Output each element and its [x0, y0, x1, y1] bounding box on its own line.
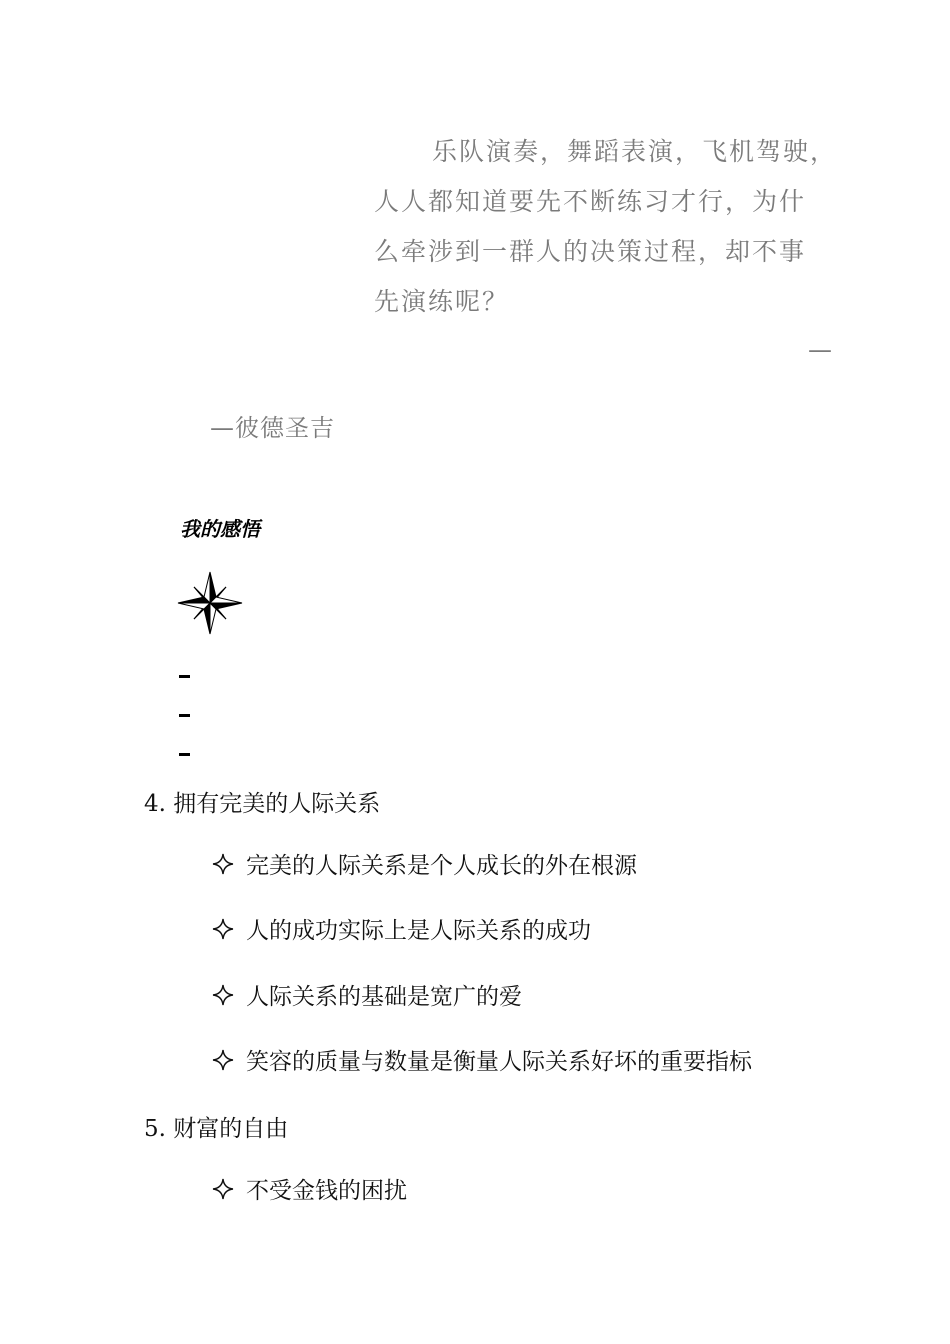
- section-heading-4: 4. 拥有完美的人际关系: [144, 791, 381, 817]
- bullet-text: 完美的人际关系是个人成长的外在根源: [246, 853, 637, 879]
- blank-line-3: [179, 753, 190, 756]
- four-point-star-outline-icon: [212, 1049, 234, 1071]
- bullet-text: 不受金钱的困扰: [246, 1178, 407, 1204]
- section-heading-5: 5. 财富的自由: [144, 1116, 289, 1142]
- list-item: [212, 1043, 752, 1076]
- four-point-star-outline-icon: [212, 853, 234, 875]
- quote-author: —彼德圣吉: [210, 414, 335, 442]
- four-point-star-outline-icon: [212, 1178, 234, 1200]
- quote-line-4: 先演练呢？: [374, 287, 510, 316]
- four-point-star-outline-icon: [212, 918, 234, 940]
- compass-rose-icon: [176, 570, 244, 636]
- bullet-text: 人的成功实际上是人际关系的成功: [246, 918, 591, 944]
- list-item: [212, 847, 637, 880]
- four-point-star-outline-icon: [212, 984, 234, 1006]
- blank-line-2: [179, 714, 190, 717]
- reflection-title: 我的感悟: [180, 517, 260, 541]
- list-item: [212, 978, 522, 1011]
- list-item: [212, 1172, 407, 1205]
- list-item: [212, 912, 591, 945]
- blank-line-1: [179, 675, 190, 678]
- quote-line-3: 么牵涉到一群人的决策过程，却不事: [374, 237, 807, 266]
- bullet-text: 人际关系的基础是宽广的爱: [246, 984, 522, 1010]
- quote-dash: —: [808, 336, 832, 364]
- quote-line-2: 人人都知道要先不断练习才行，为什: [374, 187, 807, 216]
- quote-line-1: 乐队演奏，舞蹈表演，飞机驾驶，: [432, 137, 838, 166]
- bullet-text: 笑容的质量与数量是衡量人际关系好坏的重要指标: [246, 1049, 752, 1075]
